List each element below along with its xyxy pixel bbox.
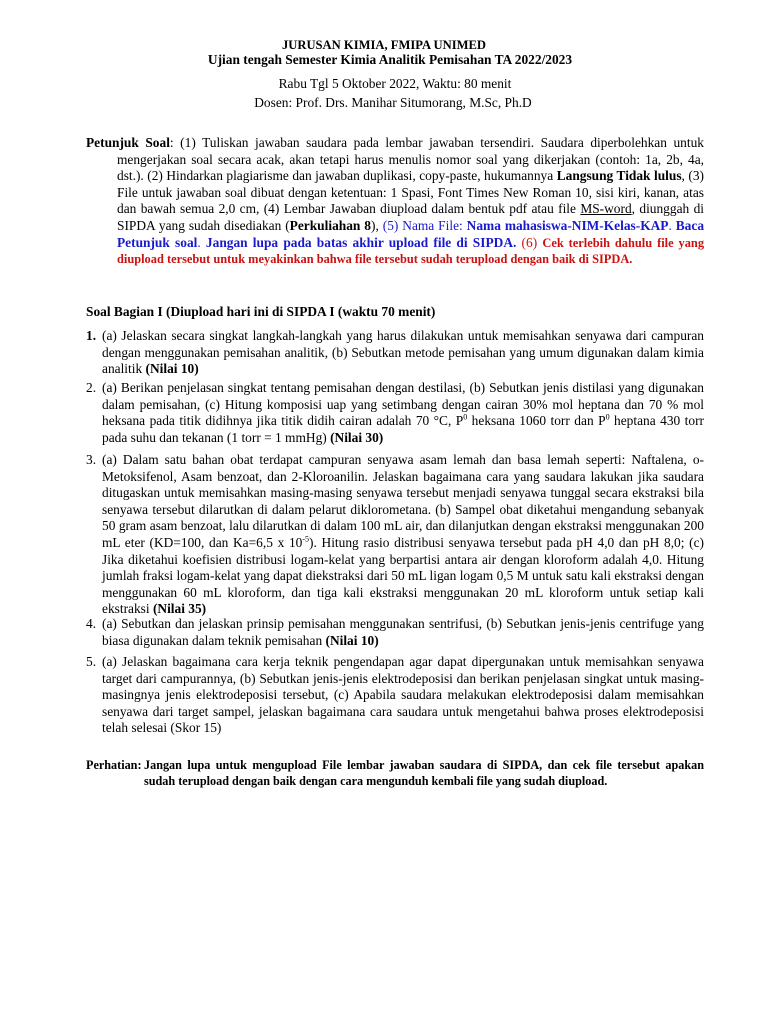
exam-date-time: Rabu Tgl 5 Oktober 2022, Waktu: 80 menit [278,76,512,91]
question-5 [86,654,704,737]
lecturer-line: Dosen: Prof. Drs. Manihar Situmorang, M.Sc, Ph.D [254,95,532,110]
instructions-blue-2: . [668,217,676,233]
instructions-text-3: , diunggah di SIPDA yang sudah disediakan ( [117,201,704,233]
question-score: (Nilai 10) [145,361,199,377]
instructions-blue-1: (5) Nama File: [382,217,467,233]
question-text: ). Hitung rasio distribusi senyawa tersebut pada pH 4,0 dan pH 8,0; (c) Jika diketahui koefisien distribusi logam-kelat yang berpartisi antara air dengan kloroform adalah 4,0. Hitung jumlah fraksi logam-kelat yang dapat diekstraksi dari 50 mL ligan logam 0,5 M untuk satu kali ekstraksi dengan menggunakan 60 mL kloroform, dan tiga kali ekstraksi menggunakan 20 mL kloroform untuk setiap kali ekstraksi [102,534,705,617]
exam-title: Ujian tengah Semester Kimia Analitik Pemisahan TA 2022/2023 [207,52,573,67]
instructions-paragraph [86,135,704,268]
question-score: (Nilai 30) [330,429,384,445]
instructions-underline: MS-word [580,201,632,217]
instructions-bold-2: Perkuliahan 8 [289,217,371,233]
question-3 [86,452,704,618]
superscript: -5 [302,534,310,544]
section-title: Soal Bagian I (Diupload hari ini di SIPDA I (waktu 70 menit) [86,304,436,319]
instructions-block [86,135,704,268]
question-text: heptana 430 torr pada suhu dan tekanan (1 torr = 1 mmHg) [102,413,705,445]
instructions-label: Petunjuk Soal [86,135,170,150]
instructions-red-prefix: (6) [516,234,543,250]
question-number: 5. [86,654,97,669]
attention-label: Perhatian: [86,758,142,772]
instructions-blue-3: . [197,234,206,250]
question-text: (a) Jelaskan bagaimana cara kerja teknik pengendapan agar dapat dipergunakan untuk memisahkan senyawa target dari campurannya, (b) Sebutkan jenis-jenis elektrodeposisi dan berikan penjelasan singkat untuk masing-masingnya jenis elektrodeposisi tersebut, (c) Apabila saudara melakukan elektrodeposisi dalam memisahkan senyawa dari target sampel, jelaskan bagaimana cara saudara untuk mengetahui bahwa proses elektrodeposisi telah selesai (Skor 15) [102,654,704,736]
question-score: (Nilai 35) [152,601,207,617]
question-number: 4. [86,616,97,631]
instructions-red-warning: Cek terlebih dahulu file yang diupload tersebut untuk meyakinkan bahwa file tersebut sudah terupload dengan baik di SIPDA. [117,235,705,267]
question-score: (Nilai 10) [325,632,379,648]
attention-text: Jangan lupa untuk mengupload File lembar jawaban saudara di SIPDA, dan cek file tersebut apakan sudah terupload dengan baik dengan cara mengunduh kembali file yang sudah diupload. [144,758,704,788]
question-text: (a) Berikan penjelasan singkat tentang pemisahan dengan destilasi, (b) Sebutkan jenis distilasi yang digunakan dalam pemisahan, (c) Hitung komposisi uap yang setimbang dengan cairan 30% mol heptana dan 70 % mol heksana pada titik didihnya jika titik didih cairan adalah 70 °C, P [102,380,704,429]
instructions-text-1: : (1) Tuliskan jawaban saudara pada lembar jawaban tersendiri. Saudara diperbolehkan untuk mengerjakan soal secara acak, akan tetapi harus menulis nomor soal yang dikerjakan (contoh: 1a, 2b, 4a, dst.). (2) Hindarkan plagiarisme dan jawaban duplikasi, copy-paste, hukumannya [117,135,704,184]
question-text: heksana 1060 torr dan P [467,413,606,429]
instructions-text-4: ), [370,217,383,233]
instructions-blue-bold-3: Jangan lupa pada batas akhir upload file di SIPDA. [205,234,517,250]
instructions-bold-1: Langsung Tidak lulus [556,168,682,184]
attention-note [86,758,704,789]
superscript: 0 [463,412,468,422]
question-4 [86,616,704,649]
instructions-blue-bold-1: Nama mahasiswa-NIM-Kelas-KAP [466,217,669,233]
question-number: 2. [86,380,97,395]
question-1 [86,328,704,378]
instructions-text-2: , (3) File untuk jawaban soal dibuat dengan ketentuan: 1 Spasi, Font Times New Roman 10, sisi kiri, kanan, atas dan bawah semua 2,0 cm, (4) Lembar Jawaban diupload dalam bentuk pdf atau file [117,168,704,217]
question-text: (a) Jelaskan secara singkat langkah-langkah yang harus dilakukan untuk memisahkan senyawa dari campuran dengan menggunakan pemisahan analitik, (b) Sebutkan metode pemisahan yang umum digunakan dalam kimia analitik [102,328,704,377]
instructions-blue-bold-2: Baca Petunjuk soal [117,217,705,250]
question-text: (a) Sebutkan dan jelaskan prinsip pemisahan menggunakan sentrifusi, (b) Sebutkan jenis-jenis centrifuge yang biasa digunakan dalam teknik pemisahan [102,616,704,648]
question-text: (a) Dalam satu bahan obat terdapat campuran senyawa asam lemah dan basa lemah seperti: Naftalena, o-Metoksifenol, Asam benzoat, dan 2-Kloroanilin. Jelaskan bagaimana cara yang saudara lakukan jika saudara ditugaskan untuk memisahkan masing-masing senyawa tersebut menjadi senyawa tunggal secara ekstraksi bila senyawa tersebut dilarutkan di dalam pelarut diklorometana. (b) Sampel obat diketahui mengandung sebanyak 50 gram asam benzoat, lalu dilarutkan di dalam 100 mL air, dan dilanjutkan dengan ekstraksi menggunakan 200 mL eter (KD=100, dan Ka=6,5 x 10 [102,452,704,550]
superscript: 0 [605,412,610,422]
question-number: 1. [86,328,97,343]
question-number: 3. [86,452,97,467]
department-heading: JURUSAN KIMIA, FMIPA UNIMED [281,38,487,52]
question-2 [86,380,704,446]
